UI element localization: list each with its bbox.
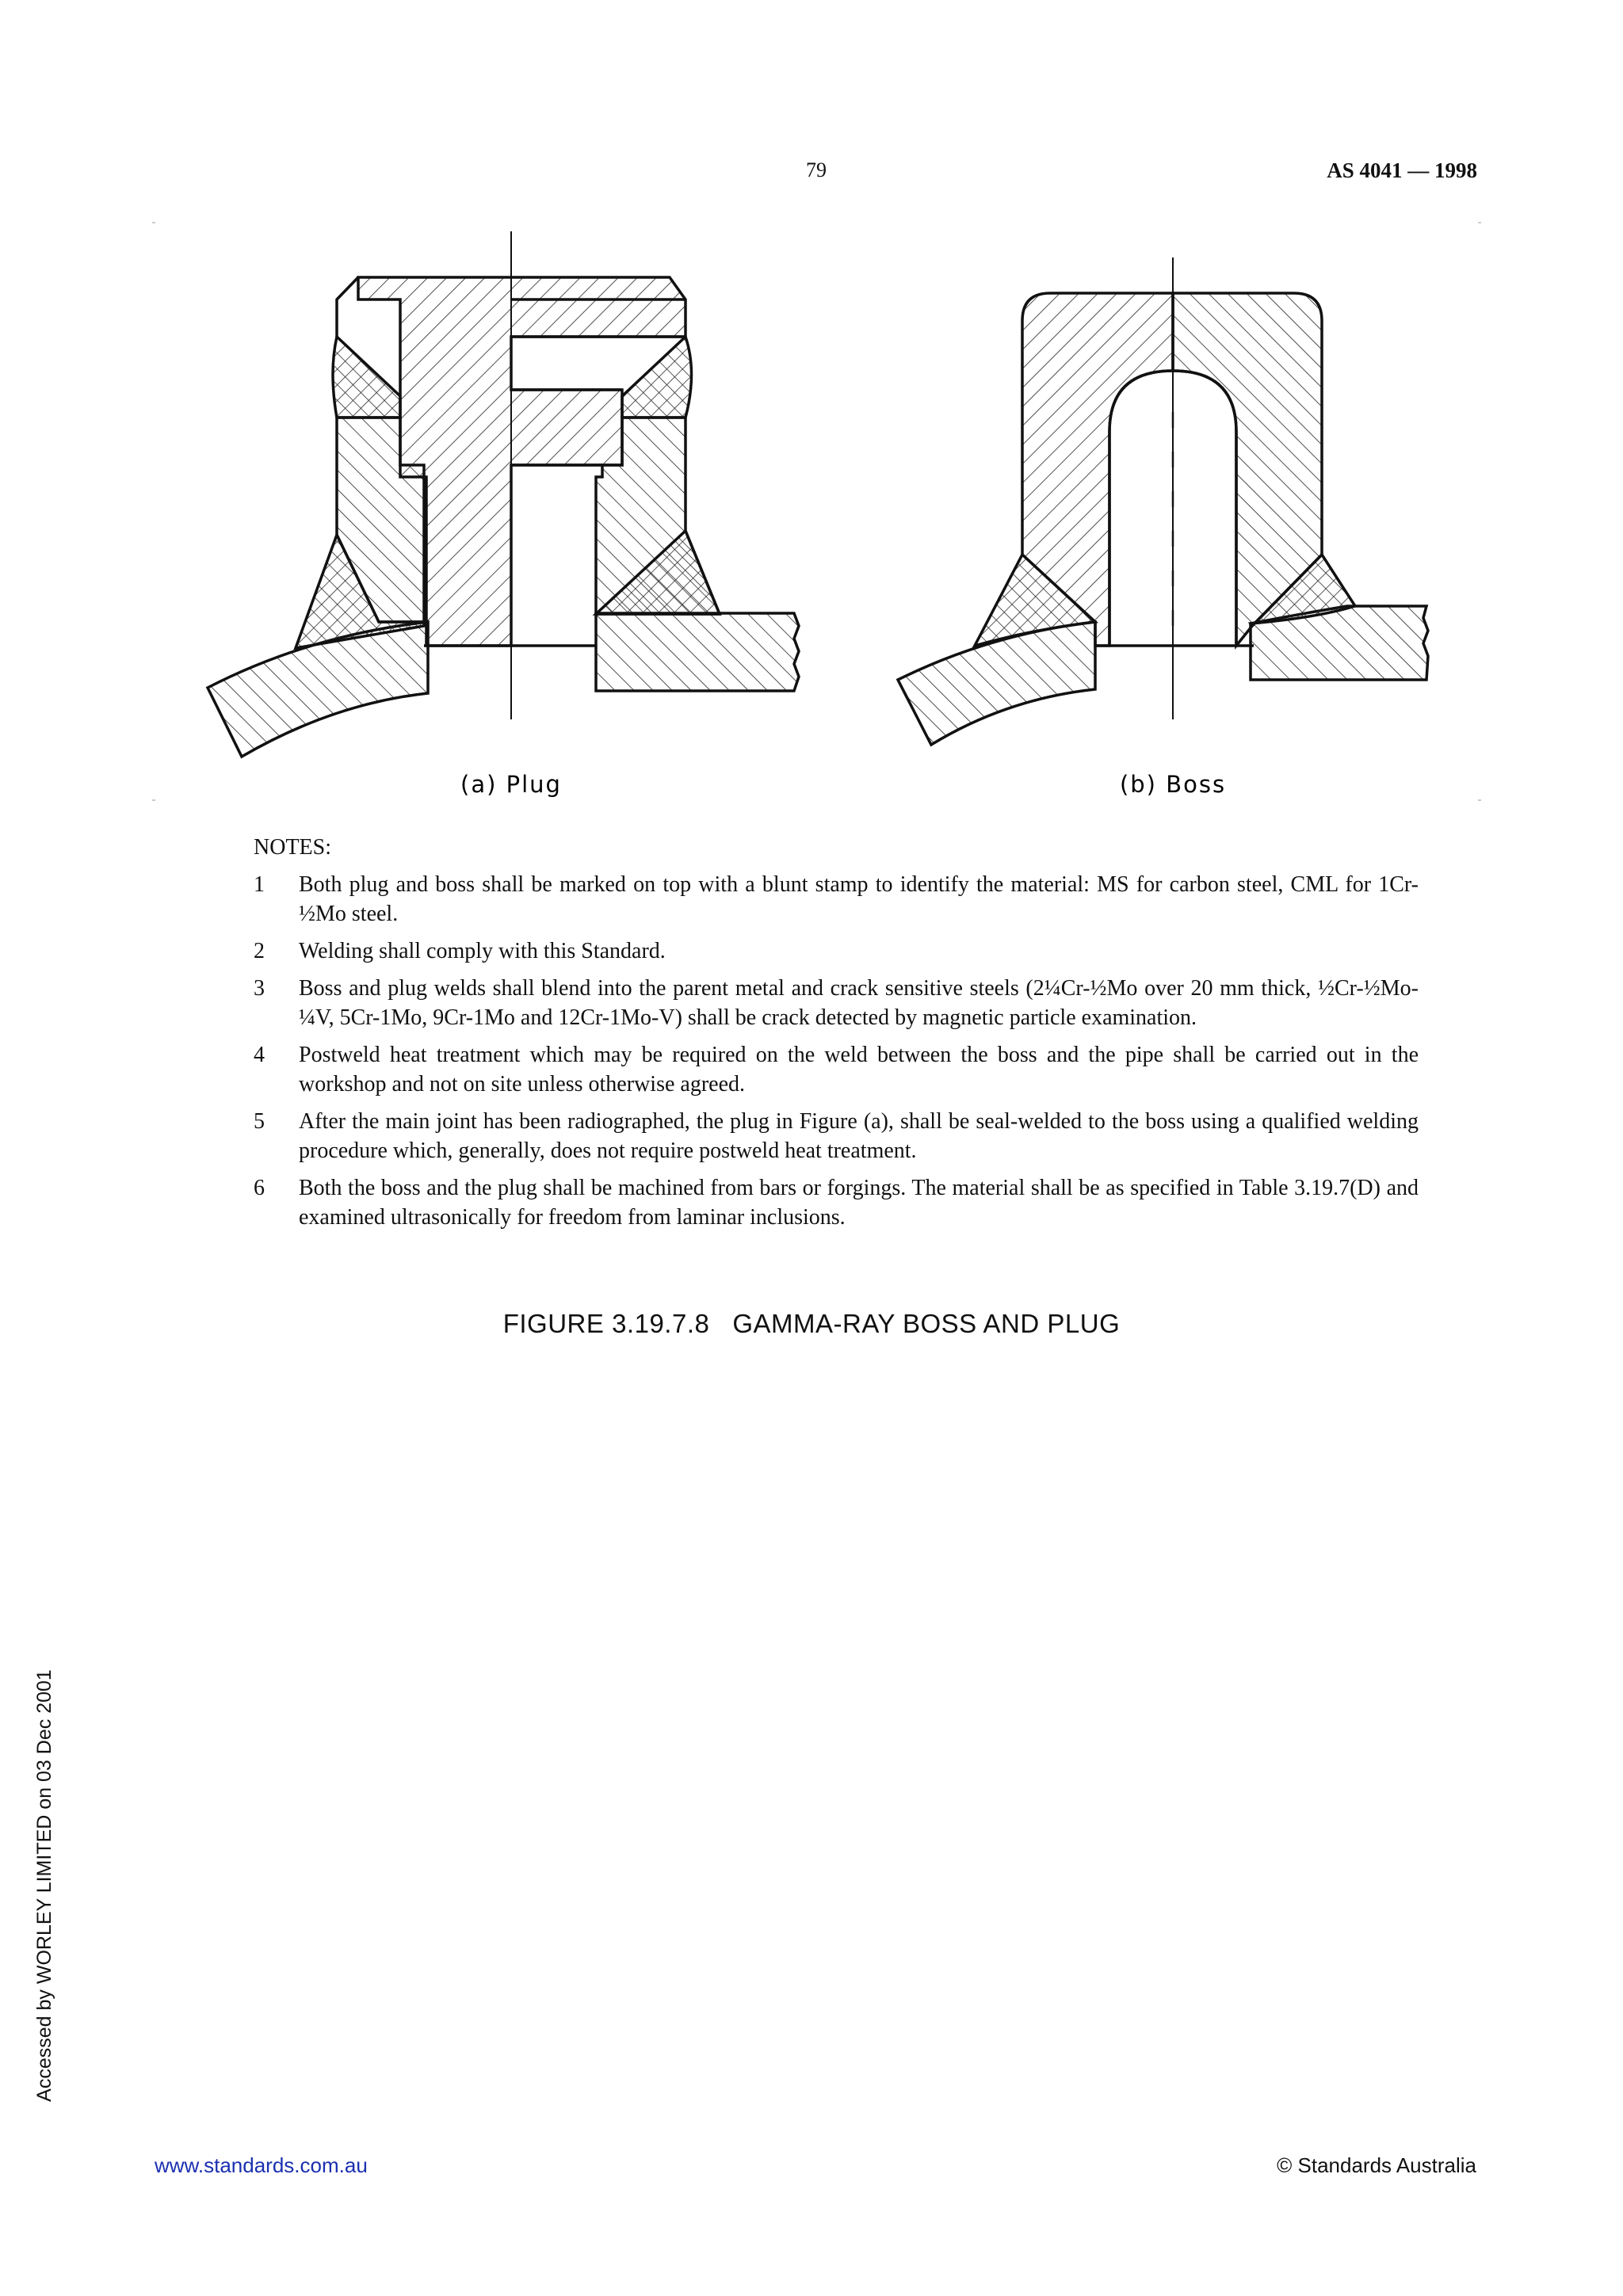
notes-list — [254, 870, 1419, 1240]
note-item — [254, 974, 1419, 1032]
note-number: 6 — [254, 1176, 265, 1200]
notes-heading: NOTES: — [254, 835, 331, 860]
note-number: 4 — [254, 1043, 265, 1067]
footer-website-link[interactable]: www.standards.com.au — [155, 2153, 368, 2177]
page-number: 79 — [806, 158, 827, 181]
seal-weld-right — [622, 337, 692, 418]
note-number: 2 — [254, 939, 265, 963]
note-item — [254, 1173, 1419, 1232]
access-stamp: Accessed by WORLEY LIMITED on 03 Dec 2001 — [33, 1669, 55, 2102]
panel-b-label: (b) Boss — [1119, 771, 1227, 798]
note-text: Postweld heat treatment which may be required on the weld between the boss and the pipe shall be carried out in the workshop and not on site unless otherwise agreed. — [299, 1043, 1419, 1097]
note-text: Both the boss and the plug shall be machined from bars or forgings. The material shall be as specified in Table 3.19.7(D) and examined ultrasonically for freedom from laminar inclusions. — [299, 1176, 1419, 1230]
plug-drawing — [208, 277, 799, 757]
note-item — [254, 1040, 1419, 1099]
pipe-wall-right — [596, 613, 799, 691]
note-item — [254, 1107, 1419, 1165]
note-number: 1 — [254, 872, 265, 897]
document-identifier: AS 4041 — 1998 — [1327, 158, 1477, 182]
boss-drawing — [898, 293, 1428, 745]
note-text: Welding shall comply with this Standard. — [299, 939, 666, 963]
footer-copyright: © Standards Australia — [1277, 2153, 1476, 2177]
note-item — [254, 870, 1419, 929]
figure-drawing — [143, 210, 1482, 812]
note-number: 3 — [254, 976, 265, 1001]
note-text: Boss and plug welds shall blend into the parent metal and crack sensitive steels (2¼Cr-½Mo over 20 mm thick, ½Cr-½Mo-¼V, 5Cr-1Mo, 9Cr-1Mo and 12Cr-1Mo-V) shall be crack detected by magnetic particle examination. — [299, 976, 1419, 1030]
seal-weld-left — [333, 337, 400, 418]
note-number: 5 — [254, 1109, 265, 1134]
figure-title: FIGURE 3.19.7.8 GAMMA-RAY BOSS AND PLUG — [502, 1309, 1121, 1338]
note-item — [254, 936, 1419, 966]
note-text: Both plug and boss shall be marked on top with a blunt stamp to identify the material: MS for carbon steel, CML for 1Cr-½Mo steel. — [299, 872, 1419, 926]
note-text: After the main joint has been radiographed, the plug in Figure (a), shall be seal-welded to the boss using a qualified welding procedure which, generally, does not require postweld heat treatment. — [299, 1109, 1419, 1163]
panel-a-label: (a) Plug — [460, 771, 562, 798]
